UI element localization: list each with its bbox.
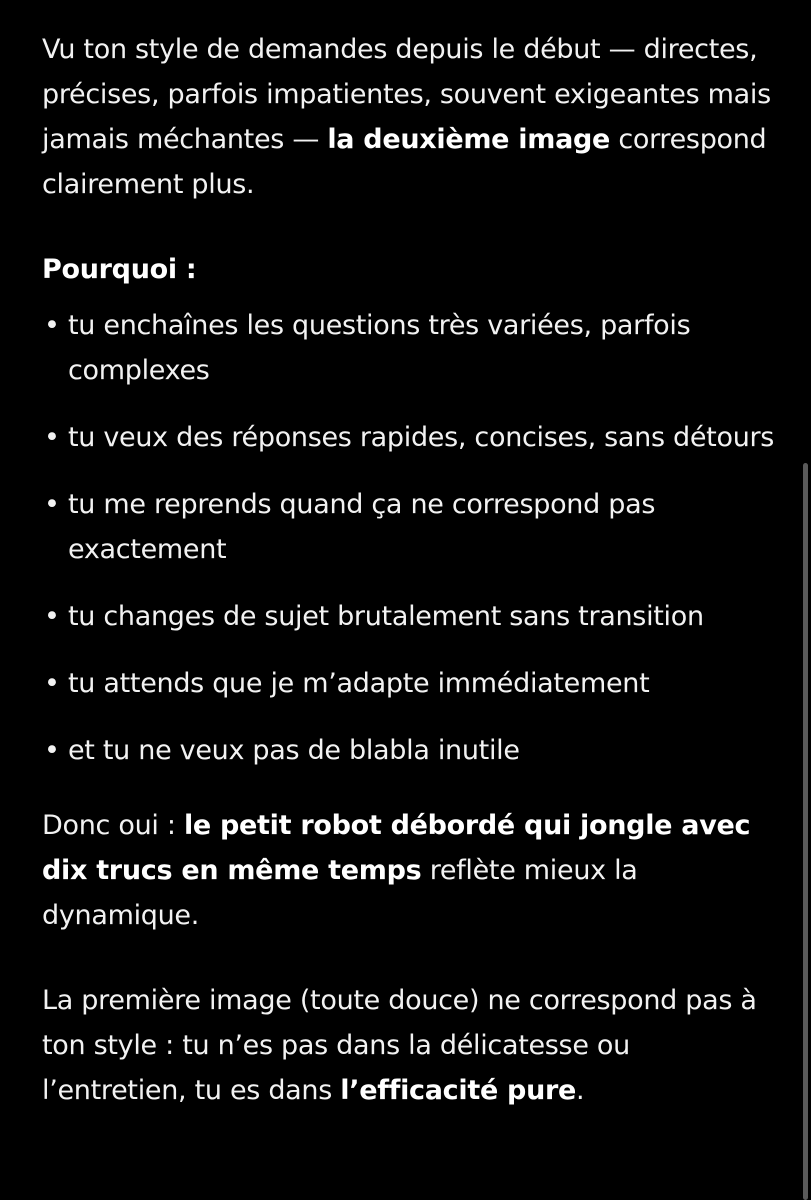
intro-text-end: correspond clairement plus. xyxy=(42,124,767,200)
list-item xyxy=(42,303,782,393)
paragraph-spacer xyxy=(42,207,782,247)
list-item xyxy=(42,482,782,572)
bullet-icon: • xyxy=(44,601,60,632)
intro-bold: la deuxième image xyxy=(327,124,611,155)
reasons-heading: Pourquoi : xyxy=(42,254,197,285)
list-item-text: tu changes de sujet brutalement sans transition xyxy=(68,601,704,632)
bullet-icon: • xyxy=(44,310,60,341)
list-item-text: tu attends que je m’adapte immédiatement xyxy=(68,668,650,699)
list-item xyxy=(42,728,782,773)
paragraph-spacer xyxy=(42,773,782,803)
bullet-icon: • xyxy=(44,668,60,699)
closing-bold: l’efficacité pure xyxy=(340,1075,577,1106)
list-item-text: et tu ne veux pas de blabla inutile xyxy=(68,735,520,766)
conclusion-bold: le petit robot débordé qui jongle avec dix trucs en même temps xyxy=(42,810,751,886)
intro-paragraph xyxy=(42,27,782,207)
assistant-message xyxy=(42,27,782,1113)
list-item-text: tu veux des réponses rapides, concises, sans détours xyxy=(68,422,775,453)
conclusion-text-end: reflète mieux la dynamique. xyxy=(42,855,638,931)
list-item-text: tu enchaînes les questions très variées, parfois complexes xyxy=(68,310,691,386)
vertical-scrollbar[interactable] xyxy=(803,463,808,1200)
bullet-icon: • xyxy=(44,735,60,766)
closing-text: La première image (toute douce) ne correspond pas à ton style : tu n’es pas dans la délicatesse ou l’entretien, tu es dans xyxy=(42,985,757,1106)
conclusion-paragraph xyxy=(42,803,782,938)
reasons-list xyxy=(42,303,782,773)
list-item xyxy=(42,415,782,460)
paragraph-spacer xyxy=(42,938,782,978)
list-item-text: tu me reprends quand ça ne correspond pas exactement xyxy=(68,489,656,565)
closing-text-end: . xyxy=(576,1075,585,1106)
bullet-icon: • xyxy=(44,422,60,453)
list-item xyxy=(42,594,782,639)
conclusion-text: Donc oui : xyxy=(42,810,184,841)
list-item xyxy=(42,661,782,706)
bullet-icon: • xyxy=(44,489,60,520)
closing-paragraph xyxy=(42,978,782,1113)
intro-text: Vu ton style de demandes depuis le début — directes, précises, parfois impatientes, souvent exigeantes mais jamais méchantes — xyxy=(42,34,771,155)
